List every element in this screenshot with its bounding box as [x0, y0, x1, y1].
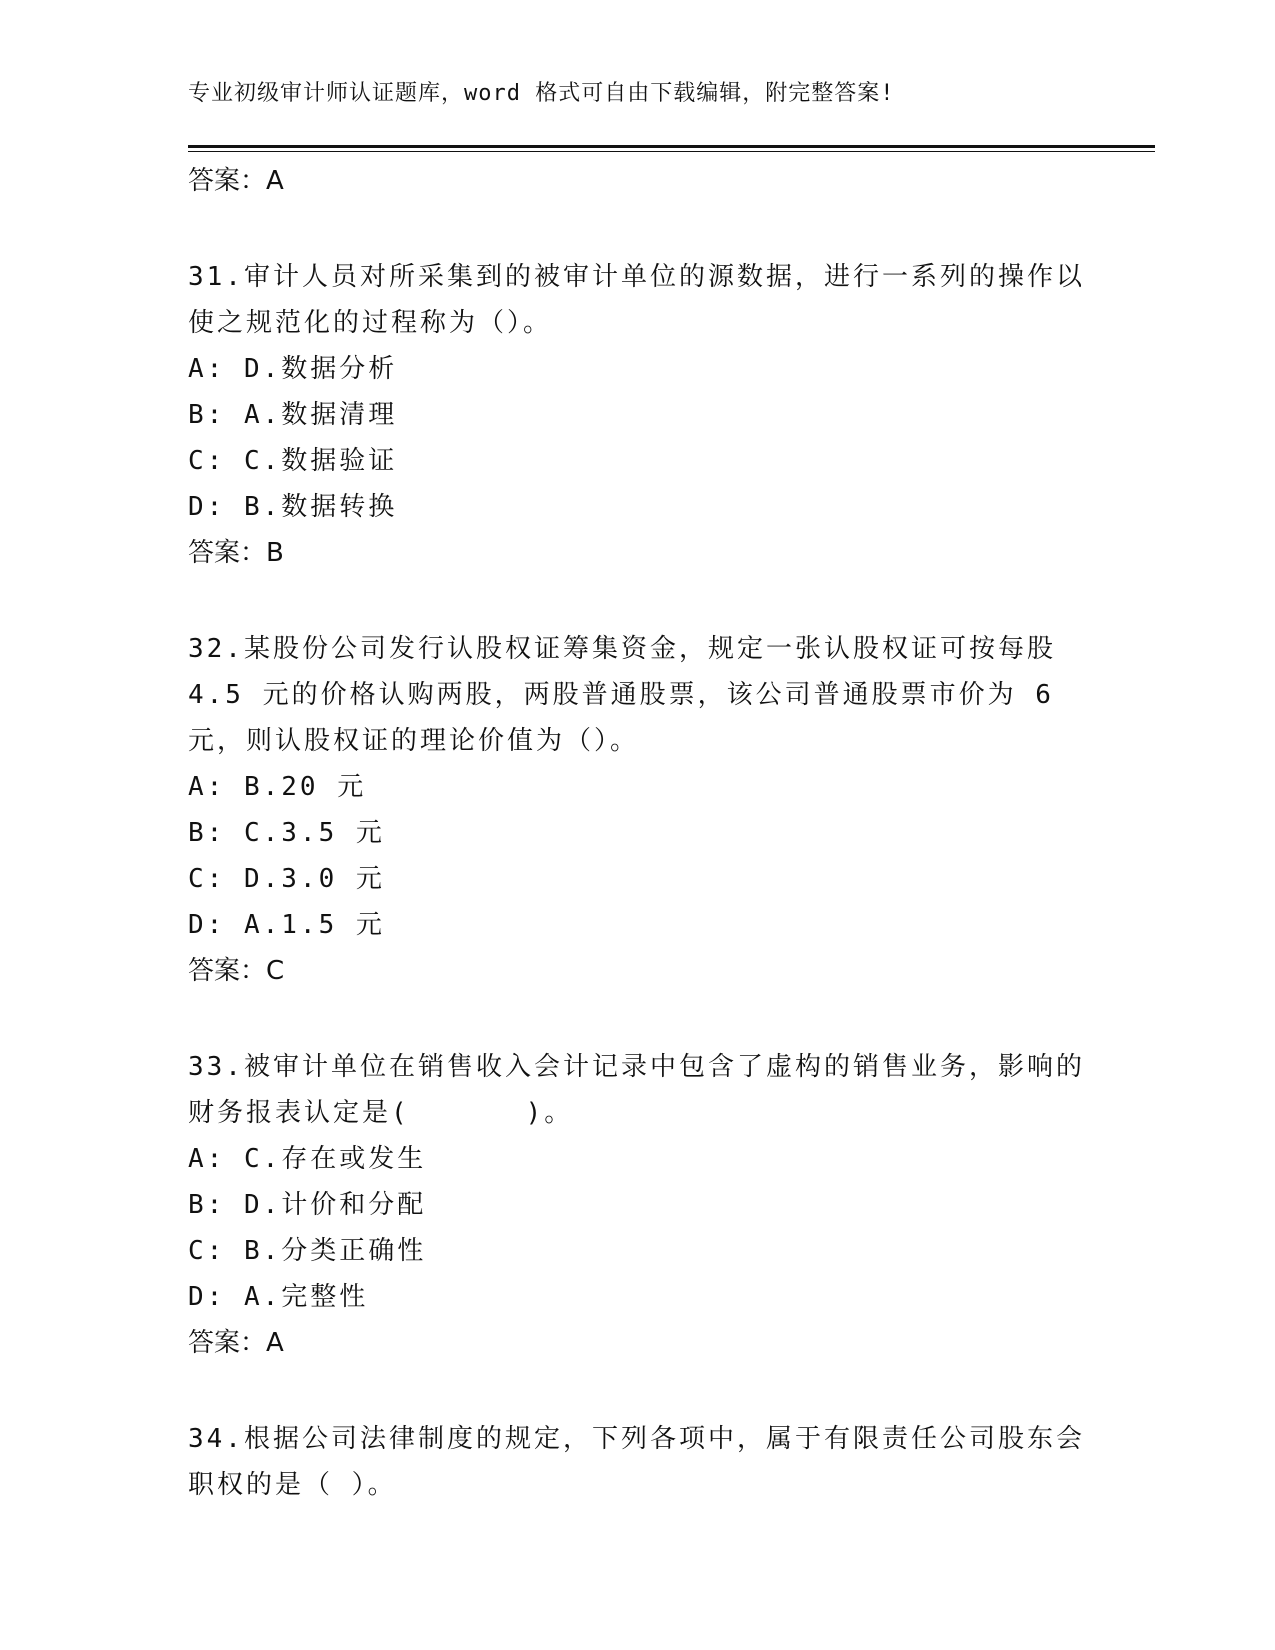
- question-block-31: [188, 254, 1088, 576]
- question-block-33: [188, 1044, 1088, 1366]
- header-note: 专业初级审计师认证题库，word 格式可自由下载编辑，附完整答案!: [188, 81, 895, 106]
- option-c: C: D.3.0 元: [188, 864, 385, 894]
- question-block-32: [188, 626, 1088, 994]
- question-text: 34.根据公司法律制度的规定，下列各项中，属于有限责任公司股东会职权的是（ ）。: [188, 1424, 1085, 1500]
- option-d: D: B.数据转换: [188, 492, 398, 522]
- header-rule-thin: [188, 151, 1155, 152]
- option-a: A: D.数据分析: [188, 354, 398, 384]
- question-block-34: [188, 1416, 1088, 1508]
- option-b: B: D.计价和分配: [188, 1190, 427, 1220]
- option-a: A: B.20 元: [188, 772, 367, 802]
- option-d: D: A.1.5 元: [188, 910, 385, 940]
- answer-line: 答案：B: [188, 538, 284, 568]
- question-list: [188, 158, 1088, 1508]
- option-a: A: C.存在或发生: [188, 1144, 427, 1174]
- option-d: D: A.完整性: [188, 1282, 369, 1312]
- option-b: B: C.3.5 元: [188, 818, 385, 848]
- question-text: 31.审计人员对所采集到的被审计单位的源数据，进行一系列的操作以使之规范化的过程称为（）。: [188, 262, 1085, 338]
- question-text: 32.某股份公司发行认股权证筹集资金，规定一张认股权证可按每股4.5 元的价格认购两股，两股普通股票，该公司普通股票市价为 6 元，则认股权证的理论价值为（）。: [188, 634, 1073, 756]
- option-c: C: C.数据验证: [188, 446, 398, 476]
- header-rule-thick: [188, 145, 1155, 148]
- option-b: B: A.数据清理: [188, 400, 398, 430]
- option-c: C: B.分类正确性: [188, 1236, 427, 1266]
- answer-line: 答案：C: [188, 956, 285, 986]
- answer-line: 答案：A: [188, 166, 284, 196]
- answer-line: 答案：A: [188, 1328, 284, 1358]
- question-text: 33.被审计单位在销售收入会计记录中包含了虚构的销售业务，影响的财务报表认定是( )。: [188, 1052, 1085, 1128]
